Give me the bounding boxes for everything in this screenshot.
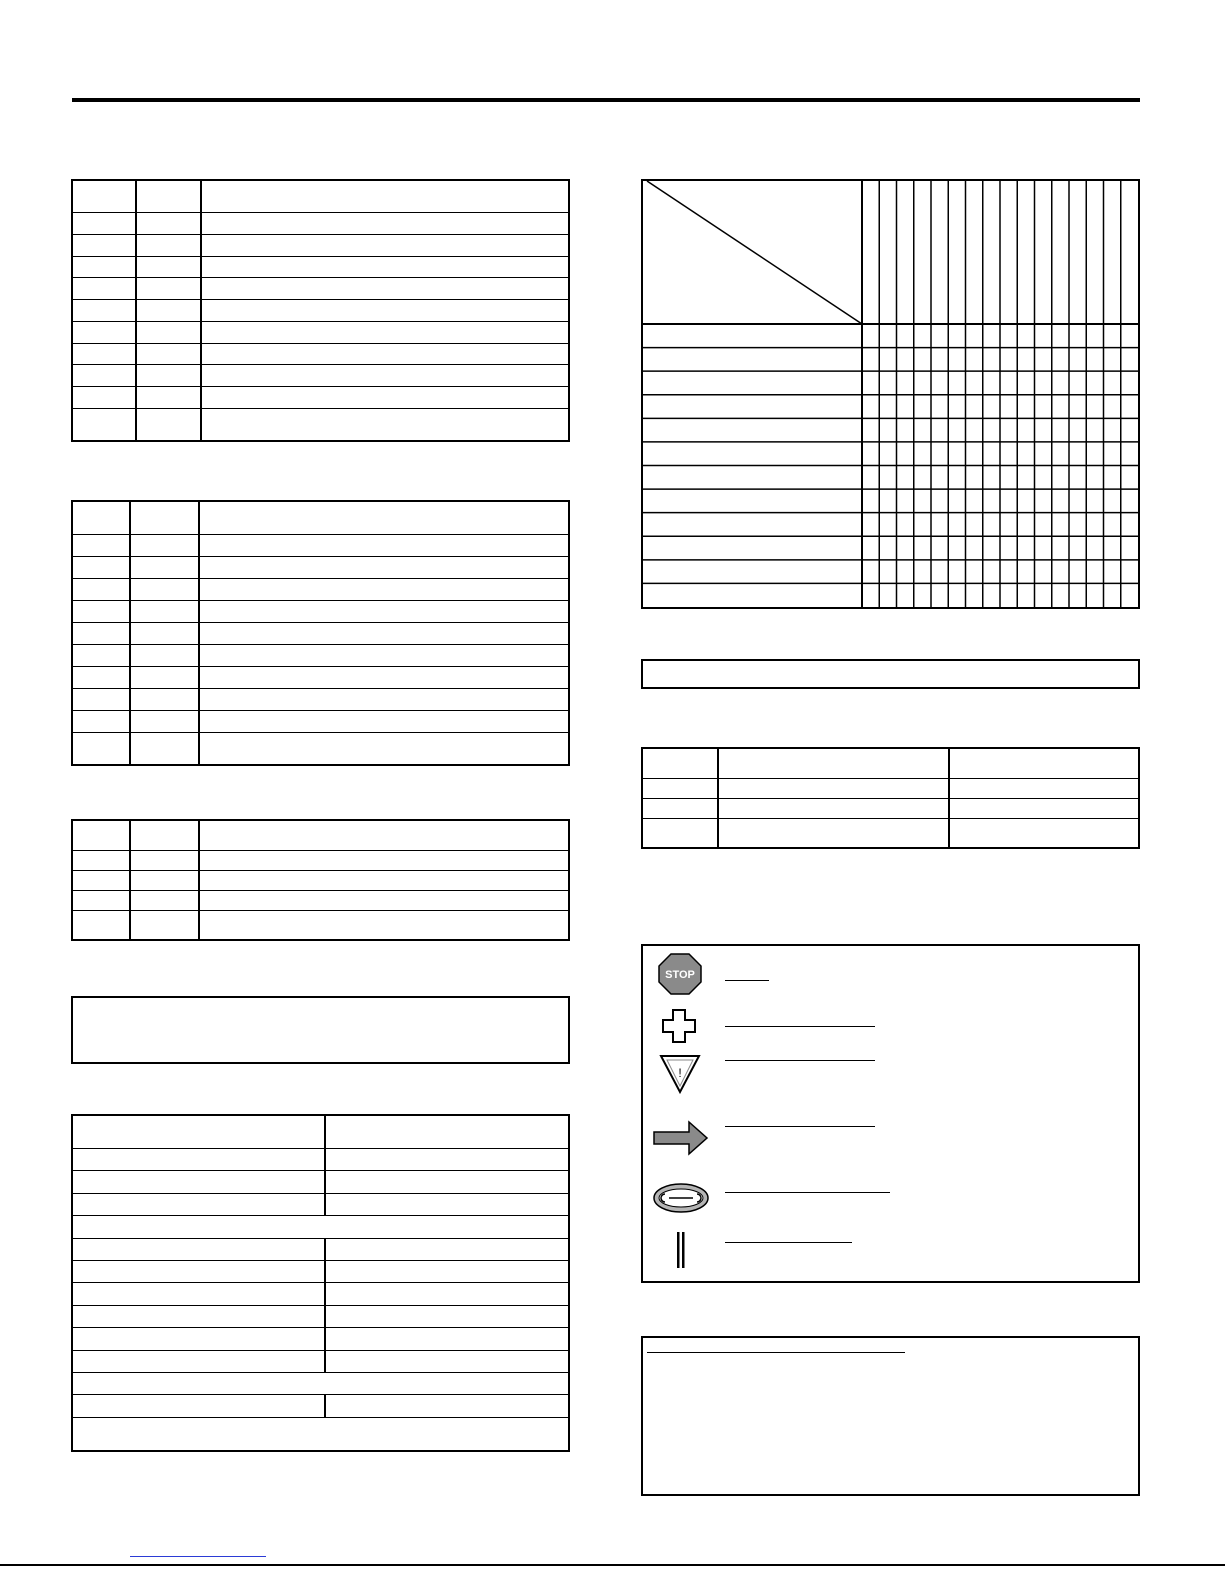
table-2 — [71, 500, 570, 766]
stop-sign-icon — [655, 952, 705, 996]
text-box-left — [71, 996, 570, 1064]
svg-text:!: ! — [678, 1066, 682, 1080]
legend-caption-5 — [725, 1192, 890, 1193]
warning-triangle-icon — [655, 1052, 705, 1096]
matrix-table — [641, 179, 1140, 609]
footer-rule — [0, 1564, 1225, 1566]
right-arrow-icon — [651, 1116, 711, 1160]
footer-link[interactable] — [130, 1556, 266, 1557]
note-heading-rule — [647, 1352, 905, 1353]
text-box-right — [641, 659, 1140, 689]
svg-text:STOP: STOP — [665, 969, 695, 981]
table-1 — [71, 179, 570, 442]
matrix-grid — [643, 181, 1138, 607]
wrench-service-icon — [651, 1178, 711, 1222]
legend-caption-4 — [725, 1126, 875, 1127]
legend-caption-1 — [725, 980, 769, 981]
symbol-legend — [641, 944, 1140, 1283]
matrix-diagonal — [647, 181, 862, 324]
small-table — [641, 747, 1140, 849]
plus-cross-icon — [655, 1004, 705, 1048]
note-box — [641, 1336, 1140, 1496]
double-bar-icon — [655, 1228, 705, 1272]
legend-caption-3 — [725, 1060, 875, 1061]
legend-caption-2 — [725, 1026, 875, 1027]
legend-caption-6 — [725, 1242, 852, 1243]
spec-table — [71, 1114, 570, 1452]
header-rule — [72, 98, 1140, 102]
table-3 — [71, 819, 570, 941]
